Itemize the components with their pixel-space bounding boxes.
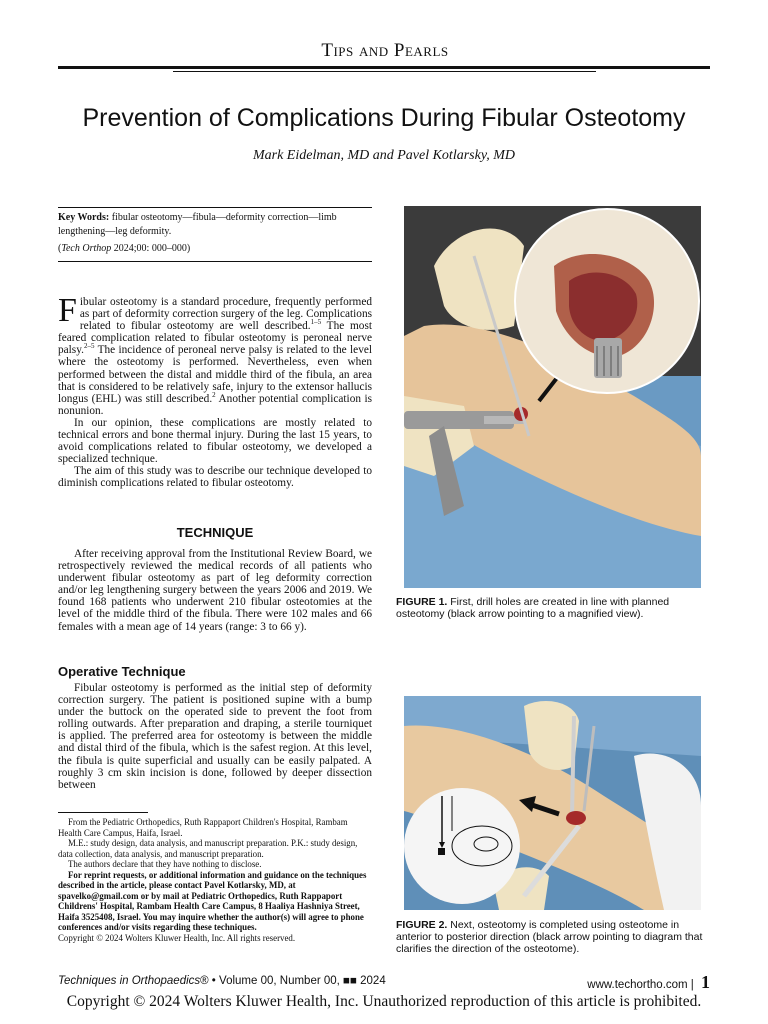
footer-journal-name: Techniques in Orthopaedics — [58, 975, 201, 987]
figure-1-caption — [396, 596, 712, 620]
footnotes — [58, 817, 372, 943]
keywords-rule-bottom — [58, 261, 372, 262]
figure-2-caption — [396, 919, 712, 955]
section-heading: Tips and Pearls — [321, 40, 449, 61]
operative-paragraph: Fibular osteotomy is performed as the initial step of deformity correction surgery. The patient is positioned supine with a bump under the buttock on the operated side to prevent the foot from rolling outwards. After preparation and draping, a sterile tourniquet is applied. The preferred area for osteotomy is between the middle and distal third of the fibula, which is the safest region. At this level, the fibula is quite superficial and usually can be easily palpated. A roughly 3 cm skin incision is done, followed by deeper dissection between — [58, 682, 372, 791]
technique-paragraph: After receiving approval from the Institutional Review Board, we retrospectively reviewed the medical records of all patients who underwent fibular osteotomy as part of leg deformity correction and/or leg lengthening surgery between the years 2006 and 2019. We found 168 patients who underwent 210 fibular osteotomies at the level of the middle third of the fibula. There were 102 males and 66 females with a mean age of 14 years (range: 3 to 66 y). — [58, 548, 372, 633]
article-authors: Mark Eidelman, MD and Pavel Kotlarsky, MD — [252, 148, 516, 163]
page-number: 1 — [701, 972, 710, 992]
keywords-label: Key Words: — [58, 212, 110, 223]
footer-volume: ® • Volume 00, Number 00, ■■ 2024 — [200, 975, 386, 987]
figure-1-label: FIGURE 1. — [396, 596, 448, 608]
header-rule-thick — [58, 66, 710, 69]
intro-text-a: ibular osteotomy is a standard procedure, frequently performed as part of deformity correction surgery of the leg. Complications related to fibular osteotomy are well described. — [79, 296, 372, 333]
ref-sup-3: 2 — [212, 390, 216, 399]
figure-1-caption-text: First, drill holes are created in line with planned osteotomy (black arrow pointing to a magnified view). — [396, 596, 670, 620]
figure-2-illustration — [404, 696, 701, 910]
figure-2-label: FIGURE 2. — [396, 919, 448, 931]
intro-text-c: The incidence of peroneal nerve palsy is related to the level where the osteotomy is performed. Nevertheless, even when performed between the distal and middle third of the fibula, an area that is considered to be relatively safe, injury to the extensor hallucis longus (EHL) was still described. — [58, 344, 372, 405]
footer-website — [480, 972, 710, 993]
figure-1-image — [404, 206, 701, 588]
copyright-notice: Copyright © 2024 Wolters Kluwer Health, Inc. Unauthorized reproduction of this article is prohibited. — [66, 993, 702, 1010]
intro-text-b: The most feared complication related to fibular osteotomy is peroneal nerve palsy. — [58, 320, 372, 357]
footnote-rule — [58, 812, 148, 813]
ref-sup-1: 1–5 — [310, 318, 322, 327]
citation-rest: 2024;00: 000–000) — [111, 243, 191, 254]
article-title: Prevention of Complications During Fibular Osteotomy — [82, 104, 686, 132]
footnote-contributions: M.E.: study design, data analysis, and manuscript preparation. P.K.: study design, data collection, data analysis, and manuscript preparation. — [58, 838, 358, 859]
intro-section — [58, 292, 372, 490]
intro-paragraph-1 — [58, 292, 372, 417]
operative-technique-section — [58, 682, 372, 791]
keywords-text: fibular osteotomy—fibula—deformity correction—limb lengthening—leg deformity. — [58, 212, 337, 237]
footer-journal — [58, 975, 386, 987]
figure-2-caption-text: Next, osteotomy is completed using osteotome in anterior to posterior direction (black arrow pointing to diagram that clarifies the direction of the osteotome). — [396, 919, 703, 955]
ref-sup-2: 2–5 — [83, 342, 95, 351]
footnote-affiliation: From the Pediatric Orthopedics, Ruth Rappaport Children's Hospital, Rambam Health Care Campus, Haifa, Israel. — [58, 817, 348, 838]
operative-technique-heading: Operative Technique — [58, 664, 186, 679]
keywords-block — [58, 211, 372, 238]
footnote-reprint: For reprint requests, or additional information and guidance on the techniques described in the article, please contact Pavel Kotlarsky, MD, at spavelko@gmail.com or by mail at Pediatric Orthopedics, Ruth Rappaport Childrens' Hospital, Rambam Health Care Campus, 8 Haaliya Hashniya Street, Haifa 3525408, Israel. You may inquire whether the author(s) will agree to phone conferences and/or visits regarding these techniques. — [58, 869, 367, 932]
citation-line: (Tech Orthop 2024;00: 000–000) — [58, 243, 191, 254]
citation-journal: Tech Orthop — [61, 243, 112, 254]
intro-paragraph-2: In our opinion, these complications are mostly related to technical errors and bone thermal injury. During the last 15 years, to avoid complications related to fibular osteotomy, we developed a specialized technique. — [58, 416, 372, 466]
footnote-disclosure: The authors declare that they have nothing to disclose. — [68, 859, 262, 869]
keywords-rule-top — [58, 207, 372, 208]
drop-cap: F — [58, 292, 77, 329]
intro-paragraph-3: The aim of this study was to describe our technique developed to diminish complications related to fibular osteotomy. — [58, 465, 372, 490]
figure-2-image — [404, 696, 701, 910]
header-rule-thin — [173, 71, 596, 72]
technique-section — [58, 548, 372, 633]
footnote-copyright: Copyright © 2024 Wolters Kluwer Health, Inc. All rights reserved. — [58, 932, 296, 943]
technique-heading: TECHNIQUE — [176, 525, 254, 540]
intro-text-d: Another potential complication is nonunion. — [58, 392, 372, 417]
figure-1-illustration — [404, 206, 701, 588]
footer-website-link[interactable]: www.techortho.com | — [587, 979, 697, 991]
